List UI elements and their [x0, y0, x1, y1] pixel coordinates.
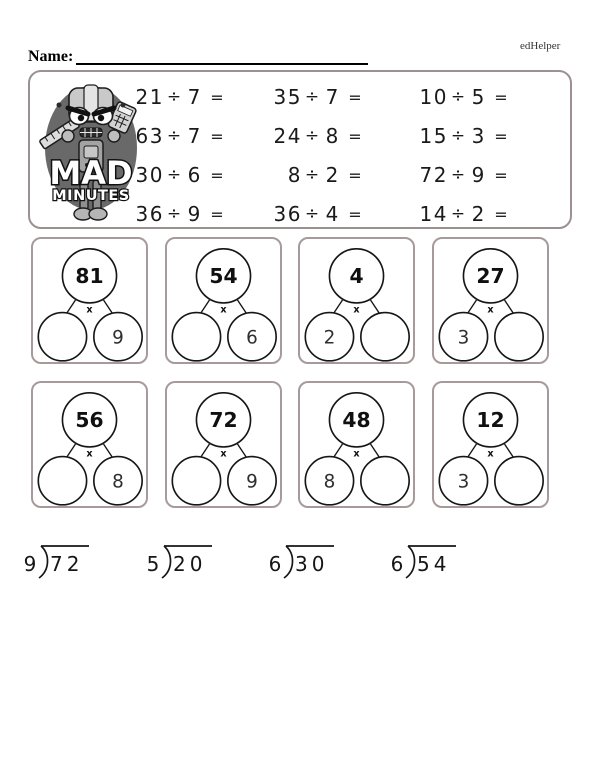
divisor: 3 — [471, 124, 485, 148]
equals-sign: = — [210, 126, 224, 146]
dividend: 35 — [273, 85, 302, 109]
divide-sign: ÷ — [166, 87, 182, 107]
fact-triangle-card — [165, 381, 282, 508]
division-problem — [414, 200, 514, 228]
division-bracket-icon — [406, 546, 415, 578]
divisor: 2 — [471, 202, 485, 226]
factor-left-value: 2 — [323, 327, 336, 349]
factor-circle-right — [495, 457, 543, 505]
divisor: 4 — [325, 202, 339, 226]
equals-sign: = — [494, 126, 508, 146]
long-division-dividend: 54 — [417, 552, 451, 576]
dividend: 10 — [419, 85, 448, 109]
divide-sign: ÷ — [304, 204, 320, 224]
division-problem — [130, 122, 230, 150]
divide-sign: ÷ — [450, 87, 466, 107]
dividend: 14 — [419, 202, 448, 226]
division-bracket-icon — [162, 546, 171, 578]
division-problem — [414, 122, 514, 150]
multiply-sign: x — [86, 304, 93, 316]
multiply-sign: x — [487, 448, 494, 460]
multiply-sign: x — [220, 304, 227, 316]
name-blank-line — [76, 63, 368, 65]
long-division-problem — [19, 541, 99, 583]
dividend: 15 — [419, 124, 448, 148]
fact-triangle-card — [165, 237, 282, 364]
mad-minutes-logo — [38, 80, 144, 227]
divisor: 7 — [187, 124, 201, 148]
name-label: Name: — [28, 48, 74, 65]
multiply-sign: x — [353, 448, 360, 460]
robot-left-fist — [62, 130, 74, 142]
divide-sign: ÷ — [450, 165, 466, 185]
equals-sign: = — [210, 87, 224, 107]
product-value: 81 — [75, 264, 104, 289]
divide-sign: ÷ — [166, 126, 182, 146]
long-division-dividend: 20 — [173, 552, 207, 576]
product-value: 56 — [75, 408, 104, 433]
logo-word-minutes: MINUTES — [52, 188, 130, 204]
fact-triangle-card — [31, 237, 148, 364]
divisor: 5 — [471, 85, 485, 109]
division-problem — [268, 161, 368, 189]
logo-word-mad: MAD — [49, 154, 133, 192]
equals-sign: = — [494, 165, 508, 185]
long-division-dividend: 30 — [295, 552, 329, 576]
long-division-divisor: 6 — [390, 552, 404, 576]
factor-circle-left — [172, 457, 220, 505]
divisor: 9 — [187, 202, 201, 226]
equals-sign: = — [348, 87, 362, 107]
factor-right-value: 9 — [246, 471, 258, 493]
product-value: 4 — [349, 264, 364, 289]
equals-sign: = — [348, 165, 362, 185]
dividend: 36 — [273, 202, 302, 226]
divide-sign: ÷ — [450, 204, 466, 224]
problems-column-3 — [414, 83, 514, 228]
factor-circle-right — [361, 457, 409, 505]
long-division-divisor: 9 — [23, 552, 37, 576]
divisor: 7 — [325, 85, 339, 109]
division-problem — [268, 83, 368, 111]
long-division-divisor: 6 — [268, 552, 282, 576]
dividend: 8 — [287, 163, 302, 187]
factor-left-value: 8 — [323, 471, 336, 493]
multiply-sign: x — [220, 448, 227, 460]
long-division-divisor: 5 — [146, 552, 160, 576]
division-problem — [268, 122, 368, 150]
factor-circle-left — [38, 457, 86, 505]
product-value: 54 — [209, 264, 238, 289]
problems-column-2 — [268, 83, 368, 228]
fact-triangle-card — [31, 381, 148, 508]
factor-left-value: 3 — [457, 327, 470, 349]
long-division-problem — [264, 541, 344, 583]
fact-triangle-card — [298, 381, 415, 508]
factor-right-value: 8 — [112, 471, 124, 493]
brand-text: edHelper — [520, 40, 561, 52]
division-problem — [414, 161, 514, 189]
divide-sign: ÷ — [304, 165, 320, 185]
equals-sign: = — [494, 87, 508, 107]
divide-sign: ÷ — [304, 126, 320, 146]
dividend: 24 — [273, 124, 302, 148]
divisor: 6 — [187, 163, 201, 187]
equals-sign: = — [210, 204, 224, 224]
equals-sign: = — [348, 204, 362, 224]
division-problems-box — [28, 70, 572, 229]
product-value: 72 — [209, 408, 238, 433]
divide-sign: ÷ — [304, 87, 320, 107]
divisor: 2 — [325, 163, 339, 187]
problems-column-1 — [130, 83, 230, 228]
product-value: 48 — [342, 408, 371, 433]
multiply-sign: x — [487, 304, 494, 316]
long-division-problem — [386, 541, 466, 583]
factor-circle-left — [172, 313, 220, 361]
product-value: 27 — [476, 264, 505, 289]
division-problem — [268, 200, 368, 228]
divide-sign: ÷ — [166, 204, 182, 224]
multiply-sign: x — [353, 304, 360, 316]
long-division-dividend: 72 — [50, 552, 84, 576]
divisor: 9 — [471, 163, 485, 187]
fact-triangle-card — [432, 237, 549, 364]
factor-right-value: 9 — [112, 327, 124, 349]
factor-circle-left — [38, 313, 86, 361]
dividend: 21 — [135, 85, 164, 109]
division-bracket-icon — [39, 546, 48, 578]
factor-circle-right — [495, 313, 543, 361]
division-problem — [130, 161, 230, 189]
fact-triangle-card — [298, 237, 415, 364]
product-value: 12 — [476, 408, 505, 433]
division-bracket-icon — [284, 546, 293, 578]
dividend: 36 — [135, 202, 164, 226]
multiply-sign: x — [86, 448, 93, 460]
dividend: 72 — [419, 163, 448, 187]
division-problem — [130, 200, 230, 228]
divide-sign: ÷ — [450, 126, 466, 146]
divide-sign: ÷ — [166, 165, 182, 185]
robot-right-fist — [108, 130, 120, 142]
division-problem — [130, 83, 230, 111]
fact-triangle-card — [432, 381, 549, 508]
division-problem — [414, 83, 514, 111]
long-division-problem — [142, 541, 222, 583]
factor-left-value: 3 — [457, 471, 470, 493]
divisor: 8 — [325, 124, 339, 148]
factor-circle-right — [361, 313, 409, 361]
equals-sign: = — [494, 204, 508, 224]
divisor: 7 — [187, 85, 201, 109]
equals-sign: = — [348, 126, 362, 146]
dividend: 63 — [135, 124, 164, 148]
factor-right-value: 6 — [246, 327, 258, 349]
equals-sign: = — [210, 165, 224, 185]
dividend: 30 — [135, 163, 164, 187]
